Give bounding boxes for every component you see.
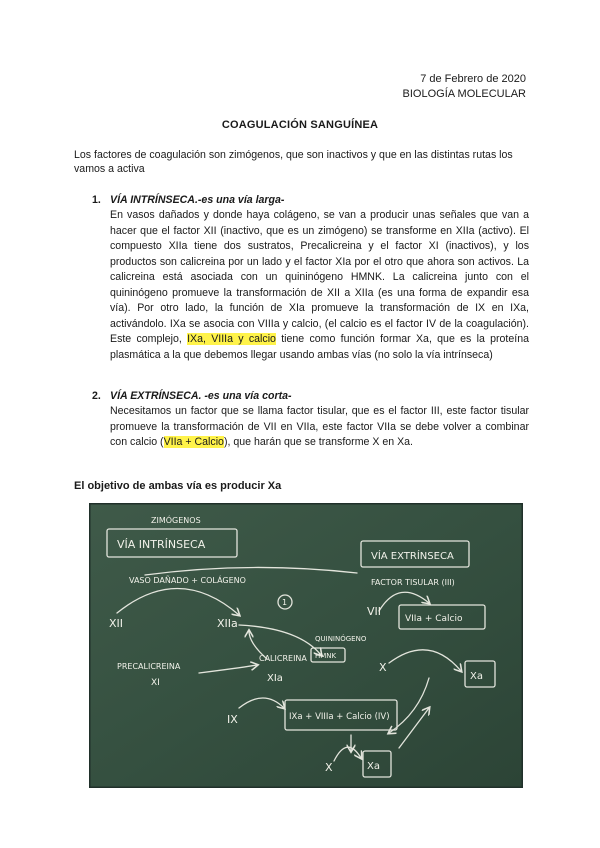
section-heading-intrinseca [92,194,284,206]
label-xia: XIa [267,673,283,684]
label-circle-one: 1 [282,598,288,607]
document-header [403,72,526,102]
label-precalicreina: PRECALICREINA [117,662,181,671]
label-x-bottom: X [325,761,333,774]
label-xi: XI [151,678,160,688]
label-vaso: VASO DAÑADO + COLÁGENO [129,576,246,585]
label-vii: VII [367,605,382,618]
label-viia-calcio: VIIa + Calcio [405,614,463,624]
page-title: COAGULACIÓN SANGUÍNEA [221,119,379,131]
label-zimogenos: ZIMÓGENOS [151,516,201,525]
section-title: VÍA EXTRÍNSECA. -es una vía corta- [110,390,292,402]
section-heading-extrinseca [92,390,292,402]
label-quininogeno: QUININÓGENO [315,635,367,643]
label-xa-right: Xa [470,671,483,682]
section-body-extrinseca [110,404,529,451]
label-extrinseca: VÍA EXTRÍNSECA [371,551,454,562]
label-calicreina: CALICREINA [259,654,307,663]
body-text: En vasos dañados y donde haya colágeno, se van a producir unas señales que van a hacer que el factor XII (inactivo, que es un zimógeno) se transforme en XIIa (activo). El compuesto XIIa tiene dos sustratos, Precalicreina y el factor XI (inactivos), y los productos son calicreina por un lado y el factor XIa por el otro que ahora son activos. La calicreina está asociada con un quininógeno HMNK. La calicreina junto con el quininógeno promueve la transformación de XII a XIIa (es una forma de expandir esa vía). Por otro lado, la función de XIa promueve la transformación de IX en IXa, activándolo. IXa se asocia con VIIIa y calcio, (el calcio es el factor IV de la coagulación). Este complejo, [110,209,529,345]
label-complex: IXa + VIIIa + Calcio (IV) [289,712,390,722]
body-text: ), que harán que se transforme X en Xa. [223,436,413,448]
label-factor-tisular: FACTOR TISULAR (III) [371,578,455,587]
section-body-intrinseca [110,208,529,363]
highlighted-text: VIIa + Calcio [163,436,224,448]
section-title: VÍA INTRÍNSECA.-es una vía larga- [110,194,285,206]
body-text: Necesitamos un factor que se llama factor tisular, que es el factor III, este factor tisular promueve la transformación de VII en VIIa, este factor VIIa se debe volver a combinar con calcio ( [110,405,529,448]
label-xa-bottom: Xa [367,761,380,772]
label-xiia: XIIa [217,617,238,630]
label-x-right: X [379,661,387,674]
section-number: 2. [92,390,101,402]
subject: BIOLOGÍA MOLECULAR [402,88,526,100]
chalkboard-photo [89,503,523,788]
date: 7 de Febrero de 2020 [420,73,526,85]
intro-paragraph: Los factores de coagulación son zimógenos, que son inactivos y que en las distintas rutas los vamos a activa [74,149,513,175]
section-number: 1. [92,194,101,206]
highlighted-text: IXa, VIIIa y calcio [187,333,276,345]
objective-statement: El objetivo de ambas vía es producir Xa [74,480,282,492]
chalkboard-diagram [89,503,523,788]
body-text: tiene como función formar Xa, que es la proteína plasmática a la que debemos llegar usando ambas vías (no solo la vía intrínseca) [110,333,529,361]
label-hmnk: HMNK [315,652,337,660]
label-ix: IX [227,713,238,726]
label-xii: XII [109,617,124,630]
label-intrinseca: VÍA INTRÍNSECA [117,538,206,551]
